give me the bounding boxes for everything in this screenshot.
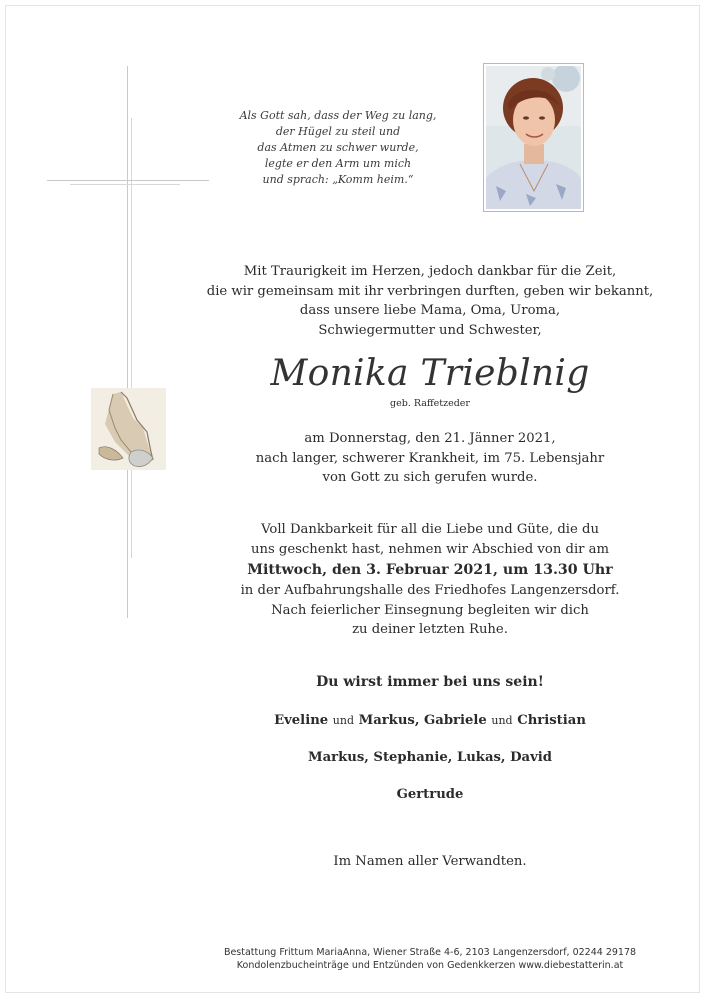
funeral-ceremony: [180, 520, 680, 640]
verse-line: der Hügel zu steil und: [275, 125, 401, 138]
poem-verse: [222, 108, 454, 188]
portrait-photo: [483, 63, 584, 212]
praying-hands-icon: [91, 388, 166, 470]
motto: Du wirst immer bei uns sein!: [316, 674, 544, 690]
cross-icon-bar: [47, 180, 209, 181]
family-conjunction: und: [332, 714, 354, 727]
verse-line: Als Gott sah, dass der Weg zu lang,: [239, 109, 437, 122]
family-row: [180, 711, 680, 731]
verse-line: das Atmen zu schwer wurde,: [257, 141, 419, 154]
family-name: Eveline: [274, 713, 329, 728]
intro-line: Schwiegermutter und Schwester,: [318, 322, 542, 338]
ceremony-line: Nach feierlicher Einsegnung begleiten wir dich: [271, 602, 589, 618]
intro-line: die wir gemeinsam mit ihr verbringen durften, geben wir bekannt,: [206, 283, 654, 299]
family-conjunction: und: [491, 714, 513, 727]
ceremony-line: uns geschenkt hast, nehmen wir Abschied von dir am: [250, 541, 610, 557]
ceremony-date: Mittwoch, den 3. Februar 2021, um 13.30 Uhr: [247, 562, 613, 578]
death-line: von Gott zu sich gerufen wurde.: [322, 470, 538, 485]
cross-icon-inner-bar: [70, 184, 180, 185]
portrait-image: [486, 66, 581, 209]
death-line: nach langer, schwerer Krankheit, im 75. Lebensjahr: [255, 450, 605, 466]
intro-line: dass unsere liebe Mama, Oma, Uroma,: [299, 303, 561, 318]
verse-line: legte er den Arm um mich: [264, 157, 412, 170]
announcement-intro: [180, 262, 680, 340]
maiden-name: geb. Raffetzeder: [390, 398, 470, 409]
ceremony-line: Voll Dankbarkeit für all die Liebe und Güte, die du: [261, 522, 599, 537]
family-row: Markus, Stephanie, Lukas, David: [308, 750, 552, 765]
cross-icon: [127, 66, 128, 618]
death-line: am Donnerstag, den 21. Jänner 2021,: [304, 431, 556, 446]
family-name: Christian: [517, 713, 586, 728]
family-row: Gertrude: [396, 787, 464, 802]
ceremony-line: in der Aufbahrungshalle des Friedhofes Langenzersdorf.: [240, 583, 620, 598]
condolence-info: Kondolenzbucheinträge und Entzünden von Gedenkkerzen www.diebestatterin.at: [236, 960, 624, 971]
family-name: Markus, Gabriele: [358, 713, 487, 728]
funeral-home-address: Bestattung Frittum MariaAnna, Wiener Straße 4-6, 2103 Langenzersdorf, 02244 29178: [223, 947, 637, 958]
death-details: [180, 429, 680, 488]
verse-line: und sprach: „Komm heim.“: [262, 173, 414, 186]
ceremony-line: zu deiner letzten Ruhe.: [352, 622, 508, 637]
footer: [180, 946, 680, 972]
closing-signature: Im Namen aller Verwandten.: [333, 854, 527, 869]
intro-line: Mit Traurigkeit im Herzen, jedoch dankbar für die Zeit,: [243, 264, 617, 279]
deceased-name: Monika Trieblnig: [270, 353, 590, 394]
